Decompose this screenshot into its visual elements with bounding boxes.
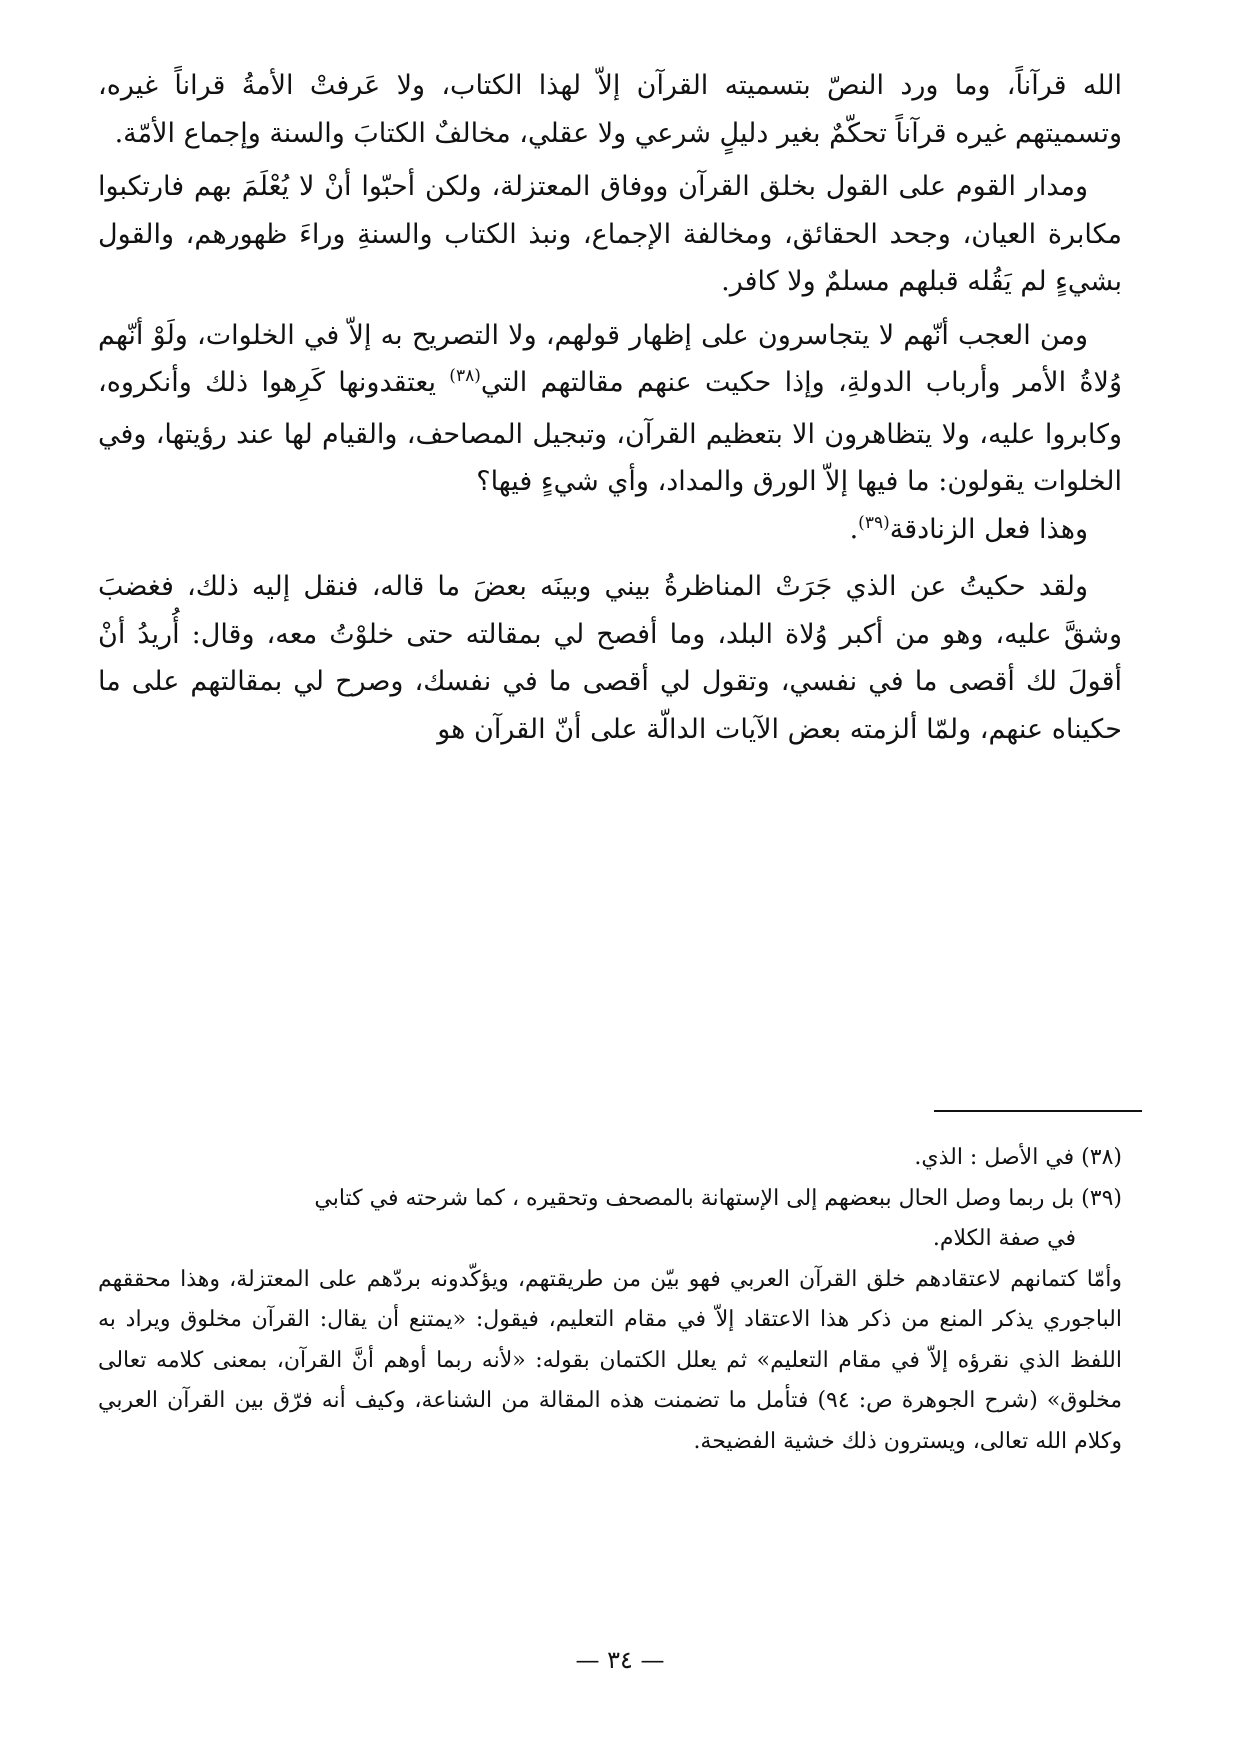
footnote-39-continuation: وأمّا كتمانهم لاعتقادهم خلق القرآن العربي فهو بيّن من طريقتهم، ويؤكّدونه بردّهم على المعتزلة، وهذا محققهم الباجوري يذكر المنع من ذكر هذا الاعتقاد إلاّ في مقام التعليم، فيقول: «يمتنع أن يقال: القرآن مخلوق ويراد به اللفظ الذي نقرؤه إلاّ في مقام التعليم» ثم يعلل الكتمان بقوله: «لأنه ربما أوهم أنَّ القرآن، بمعنى كلامه تعالى مخلوق» (شرح الجوهرة ص: ٩٤) فتأمل ما تضمنت هذه المقالة من الشناعة، وكيف أنه فرّق بين القرآن العربي وكلام الله تعالى، ويسترون ذلك خشية الفضيحة. — [98, 1266, 1122, 1454]
footnote-ref-38: (٣٨) — [449, 366, 481, 386]
paragraph-3 — [98, 312, 1122, 506]
page-number: — ٣٤ — — [575, 1646, 665, 1674]
footnotes — [98, 1138, 1122, 1462]
footnote-39-line-2: في صفة الكلام. — [932, 1226, 1076, 1251]
paragraph-4 — [98, 506, 1122, 558]
paragraph-2: ومدار القوم على القول بخلق القرآن ووفاق المعتزلة، ولكن أحبّوا أنْ لا يُعْلَمَ بهم فارتكبوا مكابرة العيان، وجحد الحقائق، ومخالفة الإجماع، ونبذ الكتاب والسنةِ وراءَ ظهورهم، والقول بشيءٍ لم يَقُله قبلهم مسلمٌ ولا كافر. — [98, 171, 1122, 297]
paragraph-4-text: وهذا فعل الزنادقة — [889, 513, 1088, 545]
paragraph-3-text-a: ومن العجب أنّهم لا يتجاسرون على إظهار قولهم، ولا التصريح به إلاّ في الخلوات، ولَوْ أنّهم وُلاةُ الأمر وأرباب الدولةِ، وإذا حكيت عنهم مقالتهم التي — [98, 319, 1122, 398]
footnote-39-line-1: (٣٩) بل ربما وصل الحال ببعضهم إلى الإستهانة بالمصحف وتحقيره ، كما شرحته في كتابي — [314, 1185, 1122, 1211]
paragraph-3-text-b: يعتقدونها كَرِهوا ذلك وأنكروه، وكابروا عليه، ولا يتظاهرون الا بتعظيم القرآن، وتبجيل المصاحف، والقيام لها عند رؤيتها، وفي الخلوات يقولون: ما فيها إلاّ الورق والمداد، وأي شيءٍ فيها؟ — [98, 367, 1122, 497]
paragraph-5: ولقد حكيتُ عن الذي جَرَتْ المناظرةُ بيني وبينَه بعضَ ما قاله، فنقل إليه ذلك، فغضبَ وشقَّ عليه، وهو من أكبر وُلاة البلد، وما أفصح لي بمقالته حتى خلوْتُ معه، وقال: أُريدُ أنْ أقولَ لك أقصى ما في نفسي، وتقول لي أقصى ما في نفسك، وصرح لي بمقالتهم على ما حكيناه عنهم، ولمّا ألزمته بعض الآيات الدالّة على أنّ القرآن هو — [98, 571, 1122, 745]
footnote-ref-39: (٣٩) — [858, 512, 890, 533]
paragraph-4-end: . — [849, 513, 859, 545]
footnote-38: (٣٨) في الأصل : الذي. — [914, 1145, 1122, 1170]
paragraph-1: الله قرآناً، وما ورد النصّ بتسميته القرآن إلاّ لهذا الكتاب، ولا عَرفتْ الأمةُ قراناً غيره، وتسميتهم غيره قرآناً تحكّمٌ بغير دليلٍ شرعي ولا عقلي، مخالفٌ الكتابَ والسنة وإجماع الأمّة. — [98, 70, 1122, 149]
footnote-divider — [934, 1110, 1142, 1112]
main-text — [98, 62, 1122, 753]
